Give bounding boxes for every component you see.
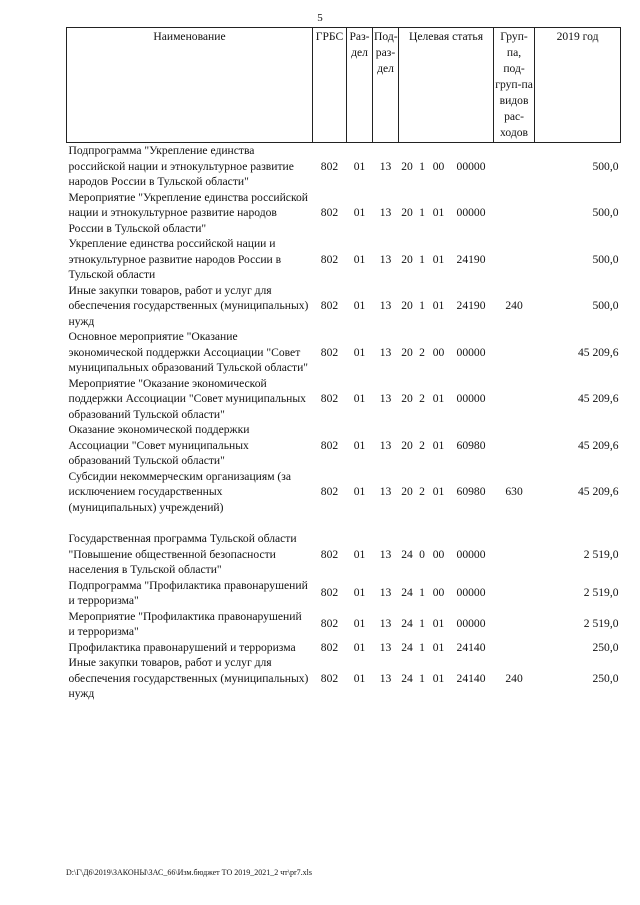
row-grbs: 802 xyxy=(320,159,339,173)
row-name: Основное мероприятие "Оказание экономической поддержки Ассоциации "Совет муниципальных образований Тульской области" xyxy=(68,330,309,374)
row-target-program: 24 xyxy=(401,671,413,685)
row-target-code: 00000 xyxy=(456,547,486,561)
row-target-subprogram: 1 xyxy=(419,617,425,631)
header-target: Целевая статья xyxy=(399,28,494,143)
row-amount: 2 519,0 xyxy=(583,617,619,631)
row-name: Укрепление единства российской нации и этнокультурное развитие народов России в Тульской области xyxy=(68,237,282,281)
row-podrazdel: 13 xyxy=(379,299,392,312)
row-podrazdel: 13 xyxy=(379,671,392,685)
row-target-code: 00000 xyxy=(456,345,486,359)
row-razdel: 01 xyxy=(353,438,366,452)
row-podrazdel: 13 xyxy=(379,438,392,452)
budget-table xyxy=(66,27,621,702)
row-target-code: 00000 xyxy=(456,206,486,219)
row-group xyxy=(494,422,535,469)
row-name: Иные закупки товаров, работ и услуг для обеспечения государственных (муниципальных) нужд xyxy=(68,656,309,700)
row-target-event: 00 xyxy=(432,547,445,561)
row-grbs: 802 xyxy=(320,438,339,452)
row-target-subprogram: 2 xyxy=(419,438,425,452)
row-target-event: 01 xyxy=(432,438,445,452)
row-target-program: 20 xyxy=(401,159,413,173)
row-target-event: 00 xyxy=(432,345,445,359)
row-target-subprogram: 1 xyxy=(419,206,425,219)
row-grbs: 802 xyxy=(320,547,339,561)
header-podrazdel: Под-раз-дел xyxy=(373,28,399,143)
row-target-code: 24140 xyxy=(456,640,486,654)
row-group xyxy=(494,578,535,609)
row-amount: 2 519,0 xyxy=(583,586,619,600)
row-amount: 250,0 xyxy=(592,640,619,654)
row-target-program: 24 xyxy=(401,586,413,600)
row-razdel: 01 xyxy=(353,671,366,685)
table-row xyxy=(67,283,621,330)
header-name: Наименование xyxy=(67,28,313,143)
row-grbs: 802 xyxy=(320,345,339,359)
row-group xyxy=(494,376,535,423)
row-group xyxy=(494,531,535,578)
row-target-subprogram: 1 xyxy=(419,159,425,173)
row-target-code: 00000 xyxy=(456,159,486,173)
row-razdel: 01 xyxy=(353,252,366,266)
row-podrazdel: 13 xyxy=(379,485,392,498)
row-grbs: 802 xyxy=(320,206,339,219)
row-target-program: 24 xyxy=(401,547,413,561)
row-grbs: 802 xyxy=(320,299,339,312)
row-group xyxy=(494,609,535,640)
row-podrazdel: 13 xyxy=(379,640,392,654)
table-body xyxy=(67,143,621,702)
row-group: 240 xyxy=(505,299,523,312)
row-podrazdel: 13 xyxy=(379,617,392,631)
row-target-program: 24 xyxy=(401,640,413,654)
row-name: Оказание экономической поддержки Ассоциации "Совет муниципальных образований Тульской области" xyxy=(68,423,250,467)
row-name: Субсидии некоммерческим организациям (за исключением государственных (муниципальных) учреждений) xyxy=(68,469,292,514)
table-row xyxy=(67,422,621,469)
page-number: 5 xyxy=(317,12,323,24)
row-spacer xyxy=(67,515,621,531)
header-razdel: Раз-дел xyxy=(347,28,373,143)
row-podrazdel: 13 xyxy=(379,392,392,405)
row-name: Мероприятие "Укрепление единства российской нации и этнокультурное развитие народов России в Тульской области" xyxy=(68,190,308,235)
row-target-event: 01 xyxy=(432,640,445,654)
row-target-subprogram: 2 xyxy=(419,345,425,359)
row-amount: 45 209,6 xyxy=(577,392,619,405)
row-podrazdel: 13 xyxy=(379,345,392,359)
row-razdel: 01 xyxy=(353,617,366,631)
row-target-code: 00000 xyxy=(456,586,486,600)
row-group xyxy=(494,640,535,656)
row-podrazdel: 13 xyxy=(379,159,392,173)
header-group: Груп-па, под-груп-па видов рас-ходов xyxy=(494,28,535,143)
row-razdel: 01 xyxy=(353,299,366,312)
row-target-code: 24140 xyxy=(456,671,486,685)
row-grbs: 802 xyxy=(320,252,339,266)
row-grbs: 802 xyxy=(320,586,339,600)
row-amount: 45 209,6 xyxy=(577,438,619,452)
row-razdel: 01 xyxy=(353,345,366,359)
row-target-event: 00 xyxy=(432,159,445,173)
row-target-subprogram: 2 xyxy=(419,392,425,405)
row-group xyxy=(494,143,535,190)
row-group xyxy=(494,190,535,237)
row-target-program: 20 xyxy=(401,485,413,498)
row-target-event: 01 xyxy=(432,299,445,312)
row-target-subprogram: 1 xyxy=(419,671,425,685)
row-amount: 2 519,0 xyxy=(583,547,619,561)
row-group xyxy=(494,236,535,283)
row-target-code: 00000 xyxy=(456,617,486,631)
row-target-event: 00 xyxy=(432,586,445,600)
table-row xyxy=(67,655,621,702)
row-target-event: 01 xyxy=(432,617,445,631)
row-podrazdel: 13 xyxy=(379,206,392,219)
header-grbs: ГРБС xyxy=(313,28,347,143)
row-razdel: 01 xyxy=(353,640,366,654)
table-row xyxy=(67,236,621,283)
table-row xyxy=(67,376,621,423)
row-target-program: 20 xyxy=(401,299,413,312)
row-target-subprogram: 2 xyxy=(419,485,425,498)
table-row xyxy=(67,469,621,516)
row-target-program: 20 xyxy=(401,345,413,359)
row-amount: 500,0 xyxy=(592,299,619,312)
row-target-subprogram: 1 xyxy=(419,586,425,600)
row-grbs: 802 xyxy=(320,485,339,498)
row-target-event: 01 xyxy=(432,671,445,685)
table-row xyxy=(67,329,621,376)
row-target-program: 20 xyxy=(401,392,413,405)
row-target-subprogram: 0 xyxy=(419,547,425,561)
row-podrazdel: 13 xyxy=(379,586,392,600)
row-name: Иные закупки товаров, работ и услуг для обеспечения государственных (муниципальных) нужд xyxy=(68,283,309,328)
row-razdel: 01 xyxy=(353,159,366,173)
row-target-program: 20 xyxy=(401,206,413,219)
row-group: 630 xyxy=(505,485,523,498)
row-podrazdel: 13 xyxy=(379,252,392,266)
row-razdel: 01 xyxy=(353,547,366,561)
row-name: Подпрограмма "Профилактика правонарушений и терроризма" xyxy=(68,578,308,607)
table-row xyxy=(67,190,621,237)
footer-file-path: D:\Г\Д6\2019\ЗАКОНЫ\ЗАС_66\Изм.бюджет ТО 2019_2021_2 чт\pr7.xls xyxy=(66,868,312,877)
row-name: Мероприятие "Оказание экономической поддержки Ассоциации "Совет муниципальных образований Тульской области" xyxy=(68,376,306,421)
row-target-subprogram: 1 xyxy=(419,640,425,654)
row-grbs: 802 xyxy=(320,392,339,405)
row-amount: 250,0 xyxy=(592,671,619,685)
row-podrazdel: 13 xyxy=(379,547,392,561)
row-amount: 45 209,6 xyxy=(577,345,619,359)
table-row xyxy=(67,578,621,609)
row-target-program: 20 xyxy=(401,252,413,266)
table-row xyxy=(67,640,621,656)
table-row xyxy=(67,531,621,578)
row-target-code: 00000 xyxy=(456,392,486,405)
row-target-event: 01 xyxy=(432,252,445,266)
row-name: Профилактика правонарушений и терроризма xyxy=(68,640,296,654)
row-target-subprogram: 1 xyxy=(419,252,425,266)
row-target-code: 60980 xyxy=(456,485,486,498)
row-target-code: 24190 xyxy=(456,299,486,312)
header-year: 2019 год xyxy=(535,28,621,143)
row-razdel: 01 xyxy=(353,586,366,600)
row-razdel: 01 xyxy=(353,392,366,405)
row-razdel: 01 xyxy=(353,485,366,498)
row-target-code: 60980 xyxy=(456,438,486,452)
table-row xyxy=(67,143,621,190)
row-grbs: 802 xyxy=(320,617,339,631)
row-razdel: 01 xyxy=(353,206,366,219)
row-target-program: 20 xyxy=(401,438,413,452)
row-target-event: 01 xyxy=(432,206,445,219)
row-target-code: 24190 xyxy=(456,252,486,266)
row-target-subprogram: 1 xyxy=(419,299,425,312)
row-name: Подпрограмма "Укрепление единства российской нации и этнокультурное развитие народов России в Тульской области" xyxy=(68,144,294,188)
row-group: 240 xyxy=(505,671,523,685)
row-name: Мероприятие "Профилактика правонарушений и терроризма" xyxy=(68,609,302,638)
header-row xyxy=(67,28,621,143)
row-target-program: 24 xyxy=(401,617,413,631)
row-group xyxy=(494,329,535,376)
row-amount: 500,0 xyxy=(592,206,619,219)
row-amount: 500,0 xyxy=(592,159,619,173)
table-row xyxy=(67,609,621,640)
row-amount: 500,0 xyxy=(592,252,619,266)
row-target-event: 01 xyxy=(432,392,445,405)
row-name: Государственная программа Тульской области "Повышение общественной безопасности населения в Тульской области" xyxy=(68,532,297,576)
row-target-event: 01 xyxy=(432,485,445,498)
row-grbs: 802 xyxy=(320,671,339,685)
row-amount: 45 209,6 xyxy=(577,485,619,498)
row-grbs: 802 xyxy=(320,640,339,654)
